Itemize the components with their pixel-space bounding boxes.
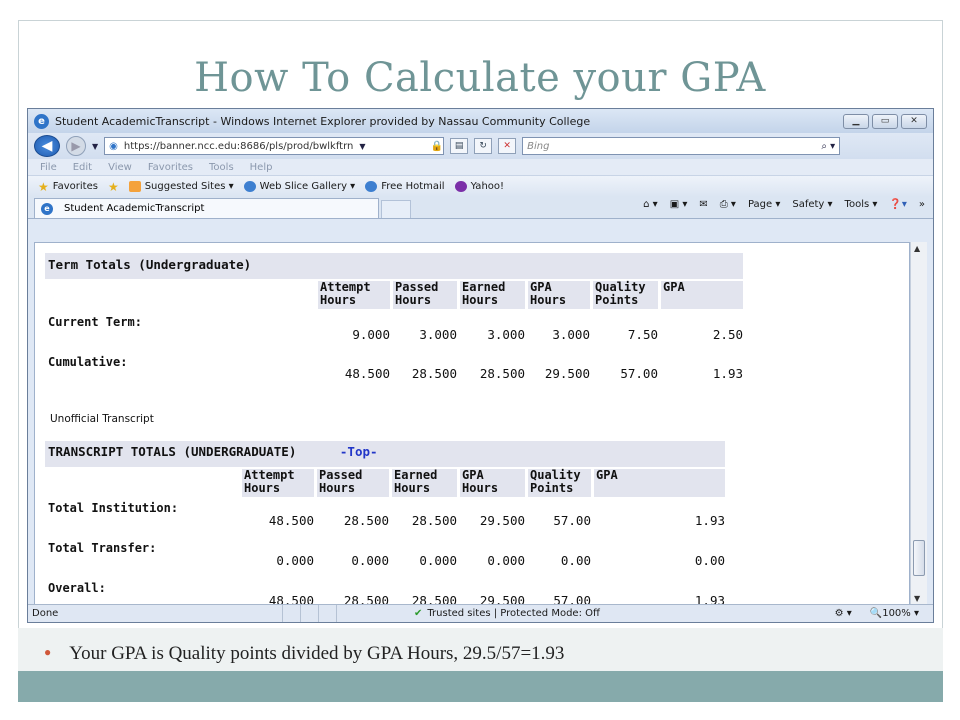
favorites-bar (28, 175, 933, 197)
current-quality: 7.50 (627, 327, 658, 342)
menu-view[interactable]: View (108, 161, 132, 173)
institution-earned: 28.500 (411, 513, 457, 528)
institution-gpa-hours: 29.500 (479, 513, 525, 528)
security-zone[interactable]: ✔ Trusted sites | Protected Mode: Off (414, 608, 600, 619)
cumulative-attempt: 48.500 (344, 366, 390, 381)
tools-menu[interactable]: Tools ▾ (844, 199, 878, 210)
maximize-button[interactable]: ▭ (872, 114, 898, 129)
top-link[interactable]: -Top- (339, 444, 378, 459)
term-col-attempt: Attempt Hours (318, 281, 390, 309)
current-gpa-hours: 3.000 (552, 327, 590, 342)
yahoo-icon (455, 181, 467, 192)
suggested-sites-link[interactable]: Suggested Sites ▾ (129, 181, 234, 192)
menu-tools[interactable]: Tools (209, 161, 234, 173)
toolbar-overflow-icon[interactable]: » (918, 199, 925, 210)
yahoo-link[interactable]: Yahoo! (455, 181, 504, 192)
slide-caption (44, 643, 564, 665)
favorites-star-icon: ★ (38, 179, 49, 194)
current-gpa: 2.50 (712, 327, 743, 342)
total-col-quality: Quality Points (528, 469, 591, 497)
overall-label: Overall: (48, 581, 106, 595)
lock-icon[interactable]: 🔒 (430, 140, 444, 152)
scroll-down-icon[interactable]: ▼ (914, 594, 921, 603)
overall-earned: 28.500 (411, 593, 457, 605)
current-earned: 3.000 (487, 327, 525, 342)
caption-text: Your GPA is Quality points divided by GPA Hours, 29.5/57=1.93 (69, 643, 565, 664)
mail-icon[interactable]: ✉ (699, 199, 708, 210)
transfer-earned: 0.000 (419, 553, 457, 568)
page-content (34, 242, 910, 605)
search-icon[interactable]: ⌕ ▾ (821, 140, 836, 152)
overall-gpa: 1.93 (694, 593, 725, 605)
cumulative-passed: 28.500 (411, 366, 457, 381)
transcript-totals-heading: TRANSCRIPT TOTALS (UNDERGRADUATE) -Top- (48, 444, 378, 459)
favorites-button[interactable]: ★ Favorites (38, 179, 98, 194)
popup-blocker-icon[interactable]: ⚙ ▾ (834, 608, 852, 619)
overall-passed: 28.500 (343, 593, 389, 605)
address-dropdown-icon[interactable]: ▼ (359, 141, 366, 151)
term-col-gpa-hours: GPA Hours (528, 281, 590, 309)
page-menu[interactable]: Page ▾ (747, 199, 781, 210)
status-divider (336, 605, 354, 622)
search-placeholder: Bing (527, 140, 550, 152)
minimize-button[interactable]: ▁ (843, 114, 869, 129)
current-term-label: Current Term: (48, 315, 142, 329)
new-tab-button[interactable] (381, 200, 411, 218)
cumulative-gpa: 1.93 (712, 366, 743, 381)
feeds-icon[interactable]: ▣ ▾ (669, 199, 688, 210)
print-icon[interactable]: ⎙ ▾ (719, 199, 736, 210)
institution-passed: 28.500 (343, 513, 389, 528)
overall-gpa-hours: 29.500 (479, 593, 525, 605)
address-bar-row (28, 133, 933, 159)
total-col-gpa-hours: GPA Hours (460, 469, 525, 497)
tab-bar (28, 197, 933, 219)
url-text: https://banner.ncc.edu:8686/pls/prod/bwlkftrn (123, 140, 354, 152)
hotmail-icon (365, 181, 377, 192)
institution-quality: 57.00 (553, 513, 591, 528)
term-col-passed: Passed Hours (393, 281, 457, 309)
term-col-gpa: GPA (661, 281, 743, 309)
institution-attempt: 48.500 (268, 513, 314, 528)
current-attempt: 9.000 (352, 327, 390, 342)
history-dropdown-icon[interactable]: ▼ (92, 141, 99, 151)
zoom-control[interactable]: 🔍100% ▾ (869, 608, 919, 619)
add-favorites-icon[interactable]: ★ (107, 179, 119, 194)
cumulative-label: Cumulative: (48, 355, 128, 369)
menu-edit[interactable]: Edit (72, 161, 93, 173)
back-button[interactable]: ◀ (34, 135, 60, 157)
status-bar (28, 604, 933, 622)
institution-gpa: 1.93 (694, 513, 725, 528)
total-col-earned: Earned Hours (392, 469, 457, 497)
menu-bar (28, 159, 933, 175)
current-passed: 3.000 (419, 327, 457, 342)
scroll-thumb[interactable] (913, 540, 925, 576)
footer-band (18, 671, 943, 702)
total-col-attempt: Attempt Hours (242, 469, 314, 497)
web-slice-gallery-link[interactable]: Web Slice Gallery ▾ (244, 181, 356, 192)
term-col-quality: Quality Points (593, 281, 658, 309)
term-col-earned: Earned Hours (460, 281, 525, 309)
compatibility-view-button[interactable]: ▤ (450, 138, 468, 154)
term-totals-heading: Term Totals (Undergraduate) (48, 257, 252, 272)
stop-button[interactable]: ✕ (498, 138, 516, 154)
close-window-button[interactable]: ✕ (901, 114, 927, 129)
cumulative-gpa-hours: 29.500 (544, 366, 590, 381)
scroll-up-icon[interactable]: ▲ (914, 244, 921, 253)
forward-button[interactable]: ▶ (66, 136, 86, 156)
slide-title: How To Calculate your GPA (194, 55, 766, 101)
free-hotmail-link[interactable]: Free Hotmail (365, 181, 444, 192)
safety-menu[interactable]: Safety ▾ (792, 199, 833, 210)
overall-quality: 57.00 (553, 593, 591, 605)
tab-student-transcript[interactable]: e Student AcademicTranscript (34, 198, 379, 218)
menu-favorites[interactable]: Favorites (147, 161, 194, 173)
transfer-quality: 0.00 (560, 553, 591, 568)
suggested-sites-icon (129, 181, 141, 192)
refresh-button[interactable]: ↻ (474, 138, 492, 154)
page-favicon-icon: ◉ (109, 140, 118, 152)
transfer-passed: 0.000 (351, 553, 389, 568)
tab-favicon-icon: e (41, 203, 53, 215)
vertical-scrollbar[interactable] (910, 242, 927, 605)
cumulative-quality: 57.00 (620, 366, 658, 381)
check-icon: ✔ (414, 608, 423, 619)
home-icon[interactable]: ⌂ ▾ (643, 199, 658, 210)
transfer-gpa-hours: 0.000 (487, 553, 525, 568)
browser-window (27, 108, 934, 623)
status-text: Done (32, 608, 59, 619)
window-titlebar (28, 109, 933, 133)
total-institution-label: Total Institution: (48, 501, 179, 515)
total-col-gpa: GPA (594, 469, 725, 497)
menu-help[interactable]: Help (249, 161, 273, 173)
bullet-icon: ● (44, 645, 52, 659)
cumulative-earned: 28.500 (479, 366, 525, 381)
status-divider (300, 605, 318, 622)
search-input[interactable] (522, 137, 840, 155)
command-bar (643, 199, 925, 210)
web-slice-icon (244, 181, 256, 192)
unofficial-transcript-label: Unofficial Transcript (50, 413, 154, 425)
status-divider (282, 605, 300, 622)
total-transfer-label: Total Transfer: (48, 541, 157, 555)
overall-attempt: 48.500 (268, 593, 314, 605)
status-divider (318, 605, 336, 622)
menu-file[interactable]: File (40, 161, 57, 173)
transfer-gpa: 0.00 (694, 553, 725, 568)
address-input[interactable] (104, 137, 444, 155)
total-col-passed: Passed Hours (317, 469, 389, 497)
ie-logo-icon: e (34, 114, 49, 129)
window-title: Student AcademicTranscript - Windows Internet Explorer provided by Nassau Community College (55, 114, 591, 128)
transfer-attempt: 0.000 (276, 553, 314, 568)
help-icon[interactable]: ❓▾ (889, 199, 907, 210)
